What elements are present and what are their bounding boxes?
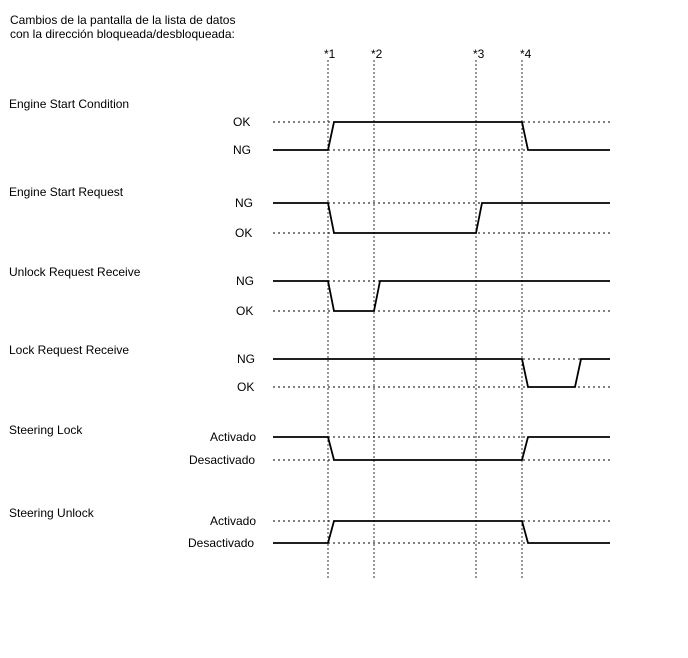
marker-label-3: *3 — [473, 47, 485, 61]
signal-row — [9, 343, 610, 394]
signal-lower-level-label: Desactivado — [189, 453, 256, 467]
signal-upper-level-label: NG — [237, 352, 255, 366]
signal-lower-level-label: OK — [237, 380, 255, 394]
signal-lower-level-label: NG — [233, 143, 251, 157]
signal-waveform — [273, 281, 610, 311]
signal-name: Engine Start Request — [9, 185, 124, 199]
signal-lower-level-label: OK — [235, 226, 253, 240]
marker-guides — [324, 47, 532, 578]
signal-upper-level-label: NG — [235, 196, 253, 210]
signal-row — [9, 423, 610, 467]
signal-row — [9, 265, 610, 318]
signal-row — [9, 506, 610, 550]
signal-upper-level-label: Activado — [210, 514, 257, 528]
signal-row — [9, 97, 610, 157]
signal-name: Unlock Request Receive — [9, 265, 141, 279]
signal-waveform — [273, 437, 610, 460]
signal-name: Steering Unlock — [9, 506, 94, 520]
signal-waveform — [273, 521, 610, 543]
marker-label-2: *2 — [371, 47, 383, 61]
signal-upper-level-label: NG — [236, 274, 254, 288]
signal-waveform — [273, 359, 610, 387]
marker-label-4: *4 — [520, 47, 532, 61]
signal-rows — [9, 97, 610, 550]
signal-row — [9, 185, 610, 240]
diagram-title-line-1: Cambios de la pantalla de la lista de datos — [10, 13, 236, 27]
signal-waveform — [273, 203, 610, 233]
signal-waveform — [273, 122, 610, 150]
signal-lower-level-label: Desactivado — [188, 536, 255, 550]
marker-label-1: *1 — [324, 47, 336, 61]
diagram-title-line-2: con la dirección bloqueada/desbloqueada: — [10, 27, 235, 41]
signal-name: Engine Start Condition — [9, 97, 130, 111]
signal-upper-level-label: OK — [233, 115, 251, 129]
signal-name: Steering Lock — [9, 423, 83, 437]
signal-name: Lock Request Receive — [9, 343, 130, 357]
signal-upper-level-label: Activado — [210, 430, 257, 444]
signal-lower-level-label: OK — [236, 304, 254, 318]
